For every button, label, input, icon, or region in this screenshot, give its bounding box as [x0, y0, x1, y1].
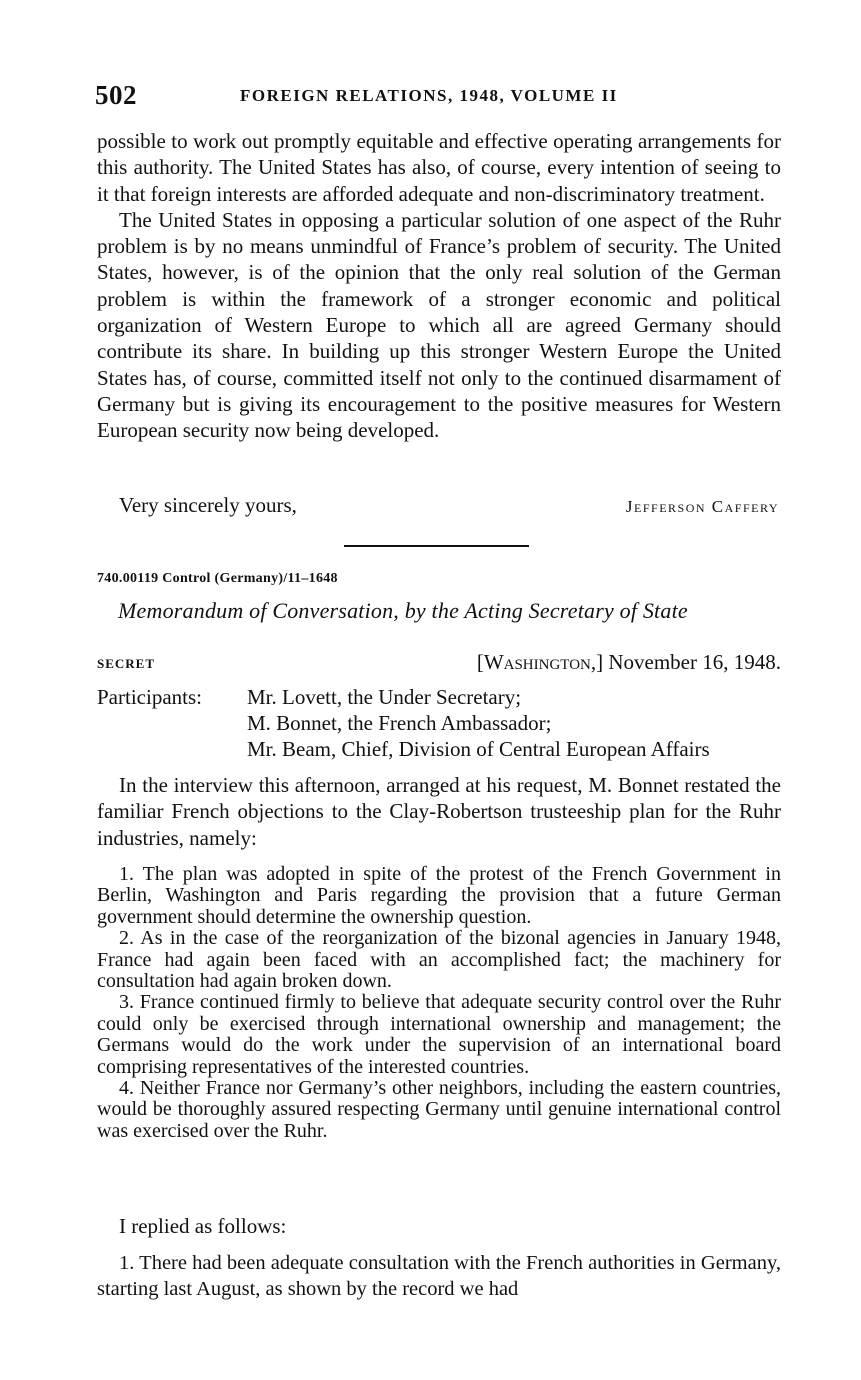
file-number: 740.00119 Control (Germany)/11–1648 — [97, 571, 338, 586]
running-head — [95, 80, 780, 114]
intro-paragraph: In the interview this afternoon, arranged at his request, M. Bonnet restated the familiar French objections to the Clay-Robertson trusteeship plan for the Ruhr industries, namely: — [97, 773, 781, 850]
participant: Mr. Beam, Chief, Division of Central European Affairs — [247, 737, 710, 761]
letter-paragraph-1: possible to work out promptly equitable and effective operating arrangements for this authority. The United States has also, of course, every intention of seeing to it that foreign interests are afforded adequate and non-discriminatory treatment. — [97, 129, 781, 206]
objections-list — [97, 864, 781, 1142]
dateline — [477, 650, 781, 675]
dateline-date: November 16, 1948. — [603, 650, 781, 674]
participant: Mr. Lovett, the Under Secretary; — [247, 685, 522, 709]
participants-label: Participants: — [97, 685, 202, 709]
participants-list — [247, 684, 710, 762]
dateline-bracket-close: ] — [596, 650, 604, 674]
reply-intro-block — [97, 1213, 781, 1239]
replies-list — [97, 1250, 781, 1303]
dateline-place: Washington, — [483, 650, 597, 674]
objection-item: 3. France continued firmly to believe that adequate security control over the Ruhr could only be exercised through international ownership and management; the Germans would do the work under the supervision of an international board comprising representatives of the interested countries. — [97, 991, 781, 1078]
memo-intro — [97, 772, 781, 851]
objection-item: 4. Neither France nor Germany’s other neighbors, including the eastern countries, would be thoroughly assured respecting Germany until genuine international control was exercised over the Ruhr. — [97, 1077, 781, 1142]
reply-item: 1. There had been adequate consultation with the French authorities in Germany, starting last August, as shown by the record we had — [97, 1252, 781, 1301]
participant: M. Bonnet, the French Ambassador; — [247, 711, 552, 735]
classification-marking: SECRET — [97, 656, 156, 671]
letter-closing — [97, 493, 781, 523]
section-divider — [344, 545, 529, 547]
objection-item: 1. The plan was adopted in spite of the protest of the French Government in Berlin, Washington and Paris regarding the provision that a future German government should determine the ownership question. — [97, 863, 781, 928]
objection-item: 2. As in the case of the reorganization of the bizonal agencies in January 1948, France had again been faced with an accomplished fact; the machinery for consultation had again broken down. — [97, 927, 781, 993]
page-number: 502 — [95, 80, 137, 110]
letter-paragraph-2: The United States in opposing a particular solution of one aspect of the Ruhr problem is by no means unmindful of France’s problem of security. The United States, however, is of the opinion that the only real solution of the German problem is within the framework of a stronger economic and political organization of Western Europe to which all are agreed Germany should contribute its share. In building up this stronger Western Europe the United States has, of course, committed itself not only to the continued disarmament of Germany but is giving its encouragement to the positive measures for Western European security now being developed. — [97, 207, 781, 443]
complimentary-close: Very sincerely yours, — [119, 493, 297, 517]
running-title: FOREIGN RELATIONS, 1948, VOLUME II — [240, 86, 618, 105]
memo-title: Memorandum of Conversation, by the Acting Secretary of State — [118, 598, 688, 623]
reply-intro: I replied as follows: — [119, 1214, 287, 1238]
signature: Jefferson Caffery — [625, 497, 779, 516]
letter-body — [97, 128, 781, 444]
dateline-bracket-open: [ — [476, 650, 484, 674]
